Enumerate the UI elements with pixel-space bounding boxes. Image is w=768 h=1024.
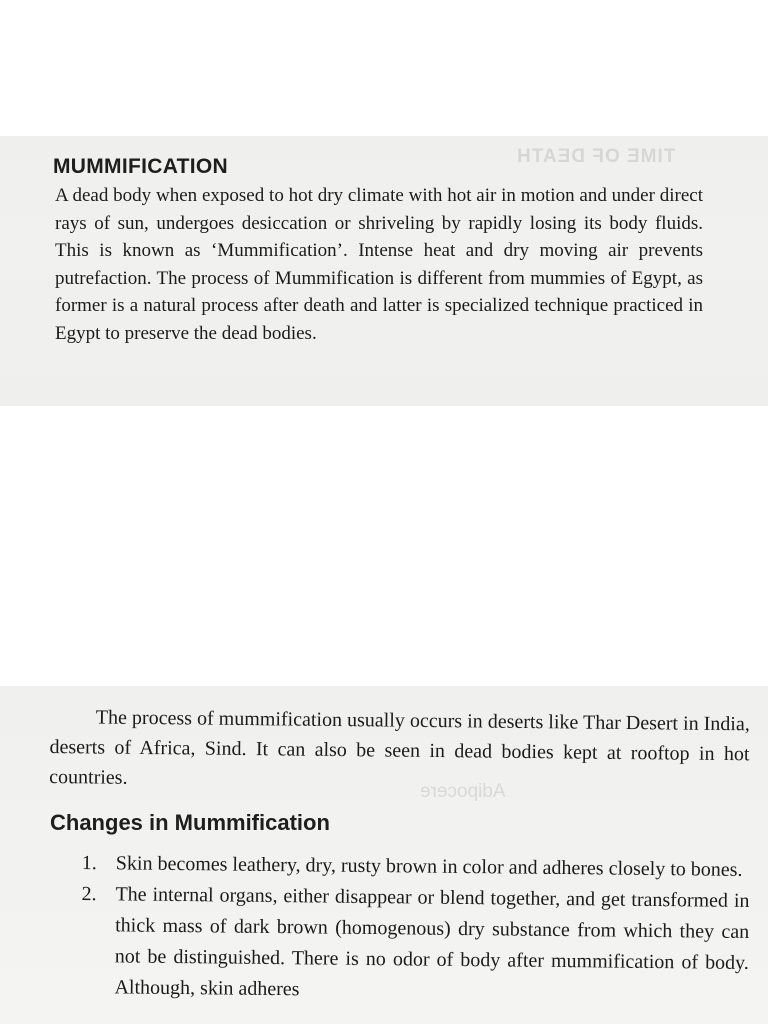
changes-in-mummification-heading: Changes in Mummification — [50, 810, 330, 835]
list-item-number: 1. — [81, 851, 97, 875]
list-item-text: The internal organs, either disappear or blend together, and get transformed in thick mass of dark brown (homogenous) dry substance from which they can not be distinguished. There is no odor of body after mummification of body. Although, skin adheres — [114, 883, 750, 1001]
list-item — [80, 879, 749, 1010]
deserts-paragraph: The process of mummification usually occurs in deserts like Thar Desert in India, deserts of Africa, Sind. It can also be seen in dead bodies kept at rooftop in hot countries. — [49, 706, 750, 789]
mummification-heading: MUMMIFICATION — [53, 155, 228, 178]
bottom-page-scan — [0, 686, 768, 1024]
top-page-scan — [0, 136, 768, 406]
show-through-heading: Adipocere — [420, 781, 506, 802]
list-item-text: Skin becomes leathery, dry, rusty brown in color and adheres closely to bones. — [115, 852, 743, 881]
list-item-number: 2. — [81, 882, 97, 906]
show-through-heading: TIME OF DEATH — [516, 146, 676, 167]
mummification-definition-paragraph: A dead body when exposed to hot dry climate with hot air in motion and under direct rays of sun, undergoes desiccation or shriveling by rapidly losing its body fluids. This is known as ‘Mummification’. Intense heat and dry moving air prevents putrefaction. The process of Mummification is different from mummies of Egypt, as former is a natural process after death and latter is specialized technique practiced in Egypt to preserve the dead bodies. — [55, 185, 703, 344]
changes-list — [80, 848, 750, 1010]
